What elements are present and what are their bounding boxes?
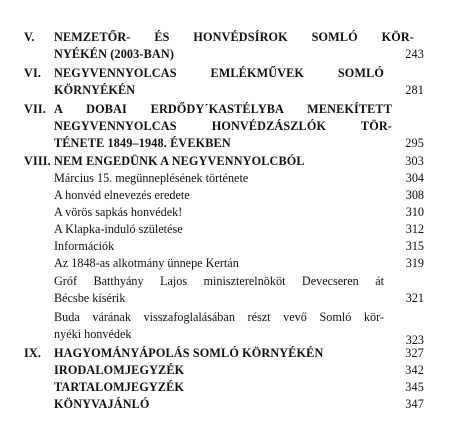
toc-entry-bibliography [24, 361, 424, 379]
page-number: 345 [405, 380, 424, 394]
chapter-number: V. [24, 30, 35, 44]
chapter-title: IRODALOMJEGYZÉK [54, 363, 185, 377]
page-number: 321 [405, 291, 424, 305]
chapter-number: IX. [24, 346, 42, 360]
chapter-title: NEMZETŐR- ÉS HONVÉDSÍROK SOMLÓ KÖR- [54, 30, 414, 44]
toc-subentry [24, 203, 424, 221]
toc-entry-vi-line1 [24, 64, 424, 82]
chapter-number: VI. [24, 66, 42, 80]
chapter-title: NEGYVENNYOLCAS HONVÉDZÁSZLÓK TÖR- [54, 119, 392, 133]
toc-subentry-line1 [24, 272, 424, 290]
page-number: 342 [405, 363, 424, 377]
chapter-number: VIII. [24, 154, 51, 168]
page-number: 308 [405, 188, 424, 202]
toc-subentry-line2 [24, 325, 424, 347]
subentry-title: nyéki honvédek [54, 327, 132, 341]
page-number: 315 [405, 239, 424, 253]
subentry-title: Gróf Batthyány Lajos miniszterelnököt Devecseren át [54, 274, 384, 288]
page-number: 295 [405, 136, 424, 150]
page-number: 312 [405, 222, 424, 236]
subentry-title: A Klapka-induló születése [54, 222, 183, 236]
chapter-title: TARTALOMJEGYZÉK [54, 380, 185, 394]
toc-entry-viii [24, 152, 424, 170]
toc-entry-vii-line2 [24, 117, 424, 135]
toc-entry-contents [24, 378, 424, 396]
toc-subentry [24, 186, 424, 204]
toc-entry-v-line1 [24, 28, 424, 46]
page-number: 310 [405, 205, 424, 219]
subentry-title: Az 1848-as alkotmány ünnepe Kertán [54, 256, 239, 270]
subentry-title: Március 15. megünneplésének története [54, 171, 249, 185]
page-number: 323 [405, 333, 424, 347]
chapter-title: TÉNETE 1849–1948. ÉVEKBEN [54, 136, 231, 150]
page-number: 327 [405, 346, 424, 360]
toc-subentry [24, 220, 424, 238]
toc-entry-vii-line3 [24, 134, 424, 152]
page-number: 304 [405, 171, 424, 185]
toc-subentry [24, 254, 424, 272]
subentry-title: Információk [54, 239, 115, 253]
chapter-title: NEM ENGEDÜNK A NEGYVENNYOLCBÓL [54, 154, 305, 168]
toc-subentry-line1 [24, 308, 424, 326]
chapter-title: HAGYOMÁNYÁPOLÁS SOMLÓ KÖRNYÉKÉN [54, 346, 324, 360]
chapter-number: VII. [24, 102, 46, 116]
page-number: 347 [405, 397, 424, 411]
toc-subentry [24, 169, 424, 187]
chapter-title: KÖNYVAJÁNLÓ [54, 397, 150, 411]
chapter-title: NYÉKÉN (2003-BAN) [54, 47, 175, 61]
subentry-title: Buda várának visszafoglalásában részt vevő Somló kör- [54, 310, 384, 324]
page-number: 243 [405, 47, 424, 61]
toc-subentry [24, 237, 424, 255]
subentry-title: A vörös sapkás honvédek! [54, 205, 183, 219]
toc-entry-vii-line1 [24, 100, 424, 118]
toc-subentry-line2 [24, 289, 424, 307]
page-number: 281 [405, 83, 424, 97]
toc-entry-vi-line2 [24, 81, 424, 99]
chapter-title: KÖRNYÉKÉN [54, 83, 136, 97]
subentry-title: Bécsbe kísérik [54, 291, 126, 305]
toc-entry-ix [24, 344, 424, 362]
toc-entry-v-line2 [24, 45, 424, 63]
page-number: 303 [405, 154, 424, 168]
page-number: 319 [405, 256, 424, 270]
chapter-title: A DOBAI ERDŐDY´KASTÉLYBA MENEKÍTETT [54, 102, 392, 116]
toc-entry-book-recommendations [24, 395, 424, 413]
subentry-title: A honvéd elnevezés eredete [54, 188, 190, 202]
chapter-title: NEGYVENNYOLCAS EMLÉKMŰVEK SOMLÓ [54, 66, 384, 80]
